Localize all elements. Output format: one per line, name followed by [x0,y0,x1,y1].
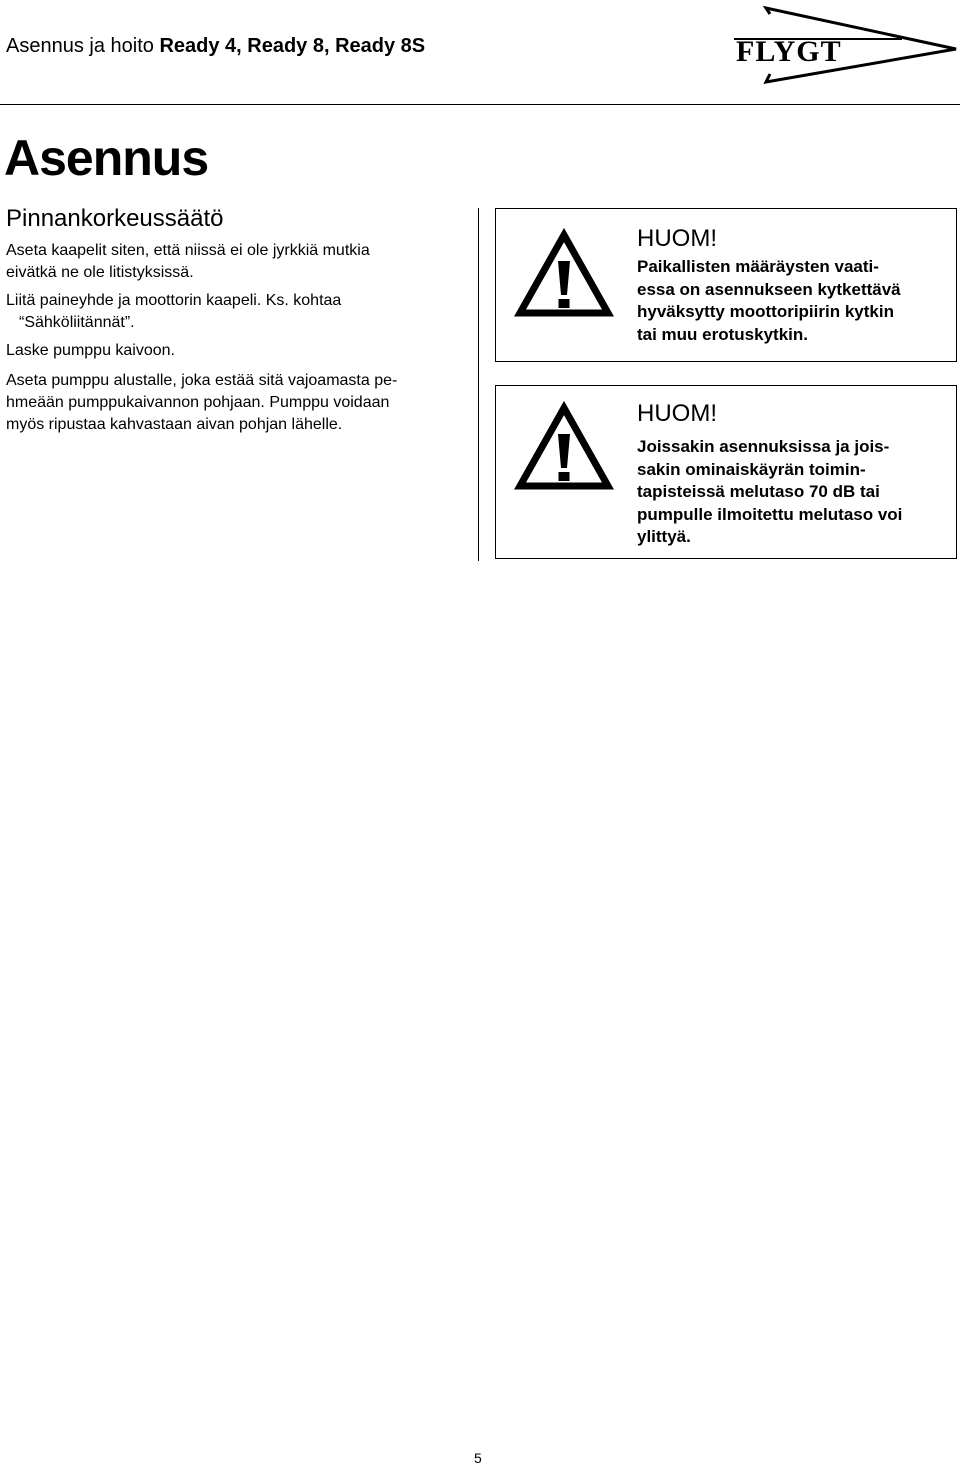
paragraph-place: Aseta pumppu alustalle, joka estää sitä vajoamasta pe- hmeään pumppukaivannon pohjaan. Pumppu voidaan myös ripustaa kahvastaan aivan pohjan lähelle. [6,372,398,433]
warning-triangle-icon [514,400,614,492]
logo-text: FLYGT [736,35,842,68]
header-divider [0,104,960,105]
notice-title: HUOM! [637,225,717,252]
paragraph-cable: Aseta kaapelit siten, että niissä ei ole jyrkkiä mutkia eivätkä ne ole litistyksissä. [6,242,370,281]
notice-title: HUOM! [637,400,717,427]
section-title: Pinnankorkeussäätö [6,205,224,232]
page-title: Asennus [4,130,209,186]
notice-box [495,208,957,362]
notice-box [495,385,957,559]
flygt-logo [732,2,958,86]
paragraph-lower: Laske pumppu kaivoon. [6,342,175,359]
warning-triangle-icon [514,227,614,319]
column-divider [478,208,479,561]
notice-text: Paikallisten määräysten vaati- essa on asennukseen kytkettävä hyväksytty moottoripiirin kytkin tai muu erotuskytkin. [637,257,901,344]
document-title-models: Ready 4, Ready 8, Ready 8S [159,35,426,57]
paragraph-connect: Liitä paineyhde ja moottorin kaapeli. Ks. kohtaa “Sähköliitännät”. [6,292,342,331]
page-number: 5 [474,1450,482,1466]
document-title [6,34,425,58]
notice-text: Joissakin asennuksissa ja jois- sakin ominaiskäyrän toimin- tapisteissä melutaso 70 dB tai pumpulle ilmoitettu melutaso voi ylittyä. [637,437,903,546]
document-title-prefix: Asennus ja hoito [6,35,154,57]
